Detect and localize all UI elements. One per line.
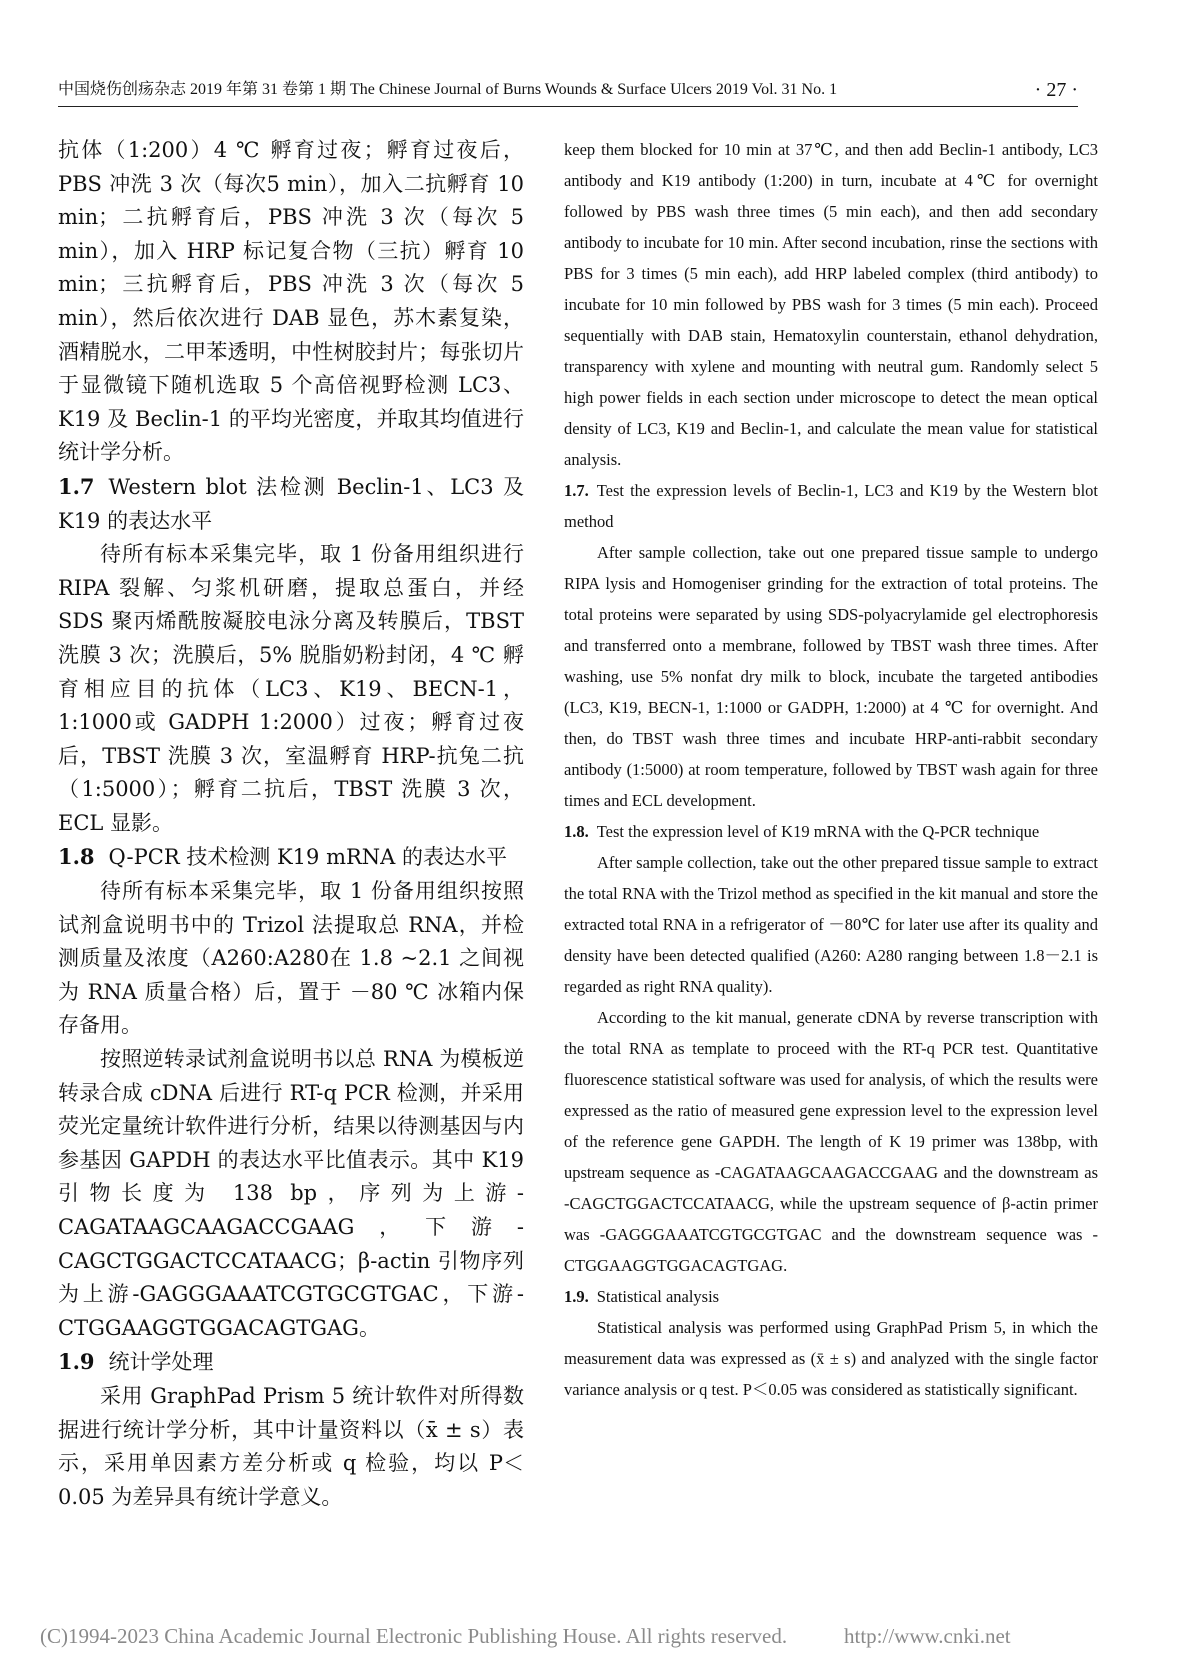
section-title: 统计学处理 [108, 1350, 214, 1375]
en-section-1-8-heading [564, 816, 1098, 847]
cn-paragraph-4: 按照逆转录试剂盒说明书以总 RNA 为模板逆转录合成 cDNA 后进行 RT-q PCR 检测，并采用荧光定量统计软件进行分析，结果以待测基因与内参基因 GAPDH 的表达水平比值表示。其中 K19 引物长度为 138 bp，序列为上游-CAGATAAGCAAGACCGAAG，下游-CAGCTGGACTCCATAACG；β-actin 引物序列为上游-GAGGGAAATCGTGCGTGAC，下游-CTGGAAGGTGGACAGTGAG。 [58, 1047, 524, 1340]
en-paragraph-3: After sample collection, take out the other prepared tissue sample to extract the total RNA with the Trizol method as specified in the kit manual and store the extracted total RNA in a refrigerator of －80℃ for later use after its quality and density have been detected qualified (A260: A280 ranging between 1.8－2.1 is regarded as right RNA quality). [564, 853, 1098, 996]
en-section-1-7-heading [564, 475, 1098, 537]
en-paragraph-5: Statistical analysis was performed using GraphPad Prism 5, in which the measurement data was expressed as (x̄ ± s) and analyzed with the single factor variance analysis or q test. P＜0.05 was considered as statistically significant. [564, 1318, 1098, 1399]
english-column [564, 134, 1098, 1405]
section-number: 1.8. [564, 822, 589, 841]
en-paragraph-1: keep them blocked for 10 min at 37℃, and then add Beclin-1 antibody, LC3 antibody and K19 antibody (1:200) in turn, incubate at 4℃ for overnight followed by PBS wash three times (5 min each), and then add secondary antibody to incubate for 10 min. After second incubation, rinse the sections with PBS for 3 times (5 min each), add HRP labeled complex (third antibody) to incubate for 10 min followed by PBS wash for 3 times (5 min each). Proceed sequentially with DAB stain, Hematoxylin counterstain, ethanol dehydration, transparency with xylene and mounting with neutral gum. Randomly select 5 high power fields in each section under microscope to detect the mean optical density of LC3, K19 and Beclin-1, and calculate the mean value for statistical analysis. [564, 140, 1098, 469]
journal-title: 中国烧伤创疡杂志 2019 年第 31 卷第 1 期 The Chinese Journal of Burns Wounds & Surface Ulcers 2019 Vol. 31 No. 1 [58, 81, 838, 98]
section-number: 1.7. [564, 481, 589, 500]
cn-paragraph-2: 待所有标本采集完毕，取 1 份备用组织进行 RIPA 裂解、匀浆机研磨，提取总蛋白，并经 SDS 聚丙烯酰胺凝胶电泳分离及转膜后，TBST 洗膜 3 次；洗膜后，5% 脱脂奶粉封闭，4 ℃ 孵育相应目的抗体（LC3、K19、BECN-1，1:1000或 GADPH 1:2000）过夜；孵育过夜后，TBST 洗膜 3 次，室温孵育 HRP-抗兔二抗（1:5000）；孵育二抗后，TBST 洗膜 3 次，ECL 显影。 [58, 542, 524, 835]
section-number: 1.9. [564, 1287, 589, 1306]
section-number: 1.8 [58, 844, 95, 870]
en-section-1-9-heading [564, 1281, 1098, 1312]
cn-paragraph-3: 待所有标本采集完毕，取 1 份备用组织按照试剂盒说明书中的 Trizol 法提取总 RNA，并检测质量及浓度（A260:A280在 1.8 ~2.1 之间视为 RNA 质量合格）后，置于 －80 ℃ 冰箱内保存备用。 [58, 879, 524, 1038]
footer-url: http://www.cnki.net [844, 1624, 1011, 1648]
en-paragraph-4: According to the kit manual, generate cDNA by reverse transcription with the total RNA as template to proceed with the RT-q PCR test. Quantitative fluorescence statistical software was used for analysis, of which the results were expressed as the ratio of measured gene expression level to the expression level of the reference gene GAPDH. The length of K 19 primer was 138bp, with upstream sequence as -CAGATAAGCAAGACCGAAG and the downstream as -CAGCTGGACTCCATAACG, while the upstream sequence of β-actin primer was -GAGGGAAATCGTGCGTGAC and the downstream sequence was -CTGGAAGGTGGACAGTGAG. [564, 1008, 1098, 1275]
en-paragraph-2: After sample collection, take out one prepared tissue sample to undergo RIPA lysis and Homogeniser grinding for the extraction of total proteins. The total proteins were separated by using SDS-polyacrylamide gel electrophoresis and transferred onto a membrane, followed by TBST wash three times. After washing, use 5% nonfat dry milk to block, incubate the targeted antibodies (LC3, K19, BECN-1, 1:1000 or GADPH, 1:2000) at 4 ℃ for overnight. And then, do TBST wash three times and incubate HRP-anti-rabbit secondary antibody (1:5000) at room temperature, followed by TBST wash again for three times and ECL development. [564, 543, 1098, 810]
section-title: Test the expression levels of Beclin-1, LC3 and K19 by the Western blot method [564, 481, 1098, 531]
cn-paragraph-1: 抗体（1:200）4 ℃ 孵育过夜；孵育过夜后，PBS 冲洗 3 次（每次5 min），加入二抗孵育 10 min；二抗孵育后，PBS 冲洗 3 次（每次 5 min），加入 HRP 标记复合物（三抗）孵育 10 min；三抗孵育后，PBS 冲洗 3 次（每次 5 min），然后依次进行 DAB 显色，苏木素复染，酒精脱水，二甲苯透明，中性树胶封片；每张切片于显微镜下随机选取 5 个高倍视野检测 LC3、K19 及 Beclin-1 的平均光密度，并取其均值进行统计学分析。 [58, 138, 524, 465]
cn-section-1-7-heading [58, 470, 524, 538]
cn-paragraph-5: 采用 GraphPad Prism 5 统计软件对所得数据进行统计学分析，其中计量资料以（x̄ ± s）表示，采用单因素方差分析或 q 检验，均以 P＜0.05 为差异具有统计学意义。 [58, 1383, 524, 1509]
section-title: Test the expression level of K19 mRNA with the Q-PCR technique [596, 822, 1040, 841]
section-title: Western blot 法检测 Beclin-1、LC3 及 K19 的表达水平 [58, 474, 524, 533]
copyright-text: (C)1994-2023 China Academic Journal Electronic Publishing House. All rights reserved. [40, 1624, 788, 1648]
cn-section-1-8-heading [58, 840, 524, 875]
section-title: Q-PCR 技术检测 K19 mRNA 的表达水平 [108, 845, 508, 870]
page-number: · 27 · [1034, 79, 1078, 101]
cn-section-1-9-heading [58, 1345, 524, 1380]
section-number: 1.7 [58, 473, 95, 499]
section-number: 1.9 [58, 1349, 95, 1375]
chinese-column [58, 134, 524, 1514]
copyright-footer [40, 1624, 1150, 1649]
running-header [58, 78, 1078, 107]
section-title: Statistical analysis [596, 1287, 720, 1306]
